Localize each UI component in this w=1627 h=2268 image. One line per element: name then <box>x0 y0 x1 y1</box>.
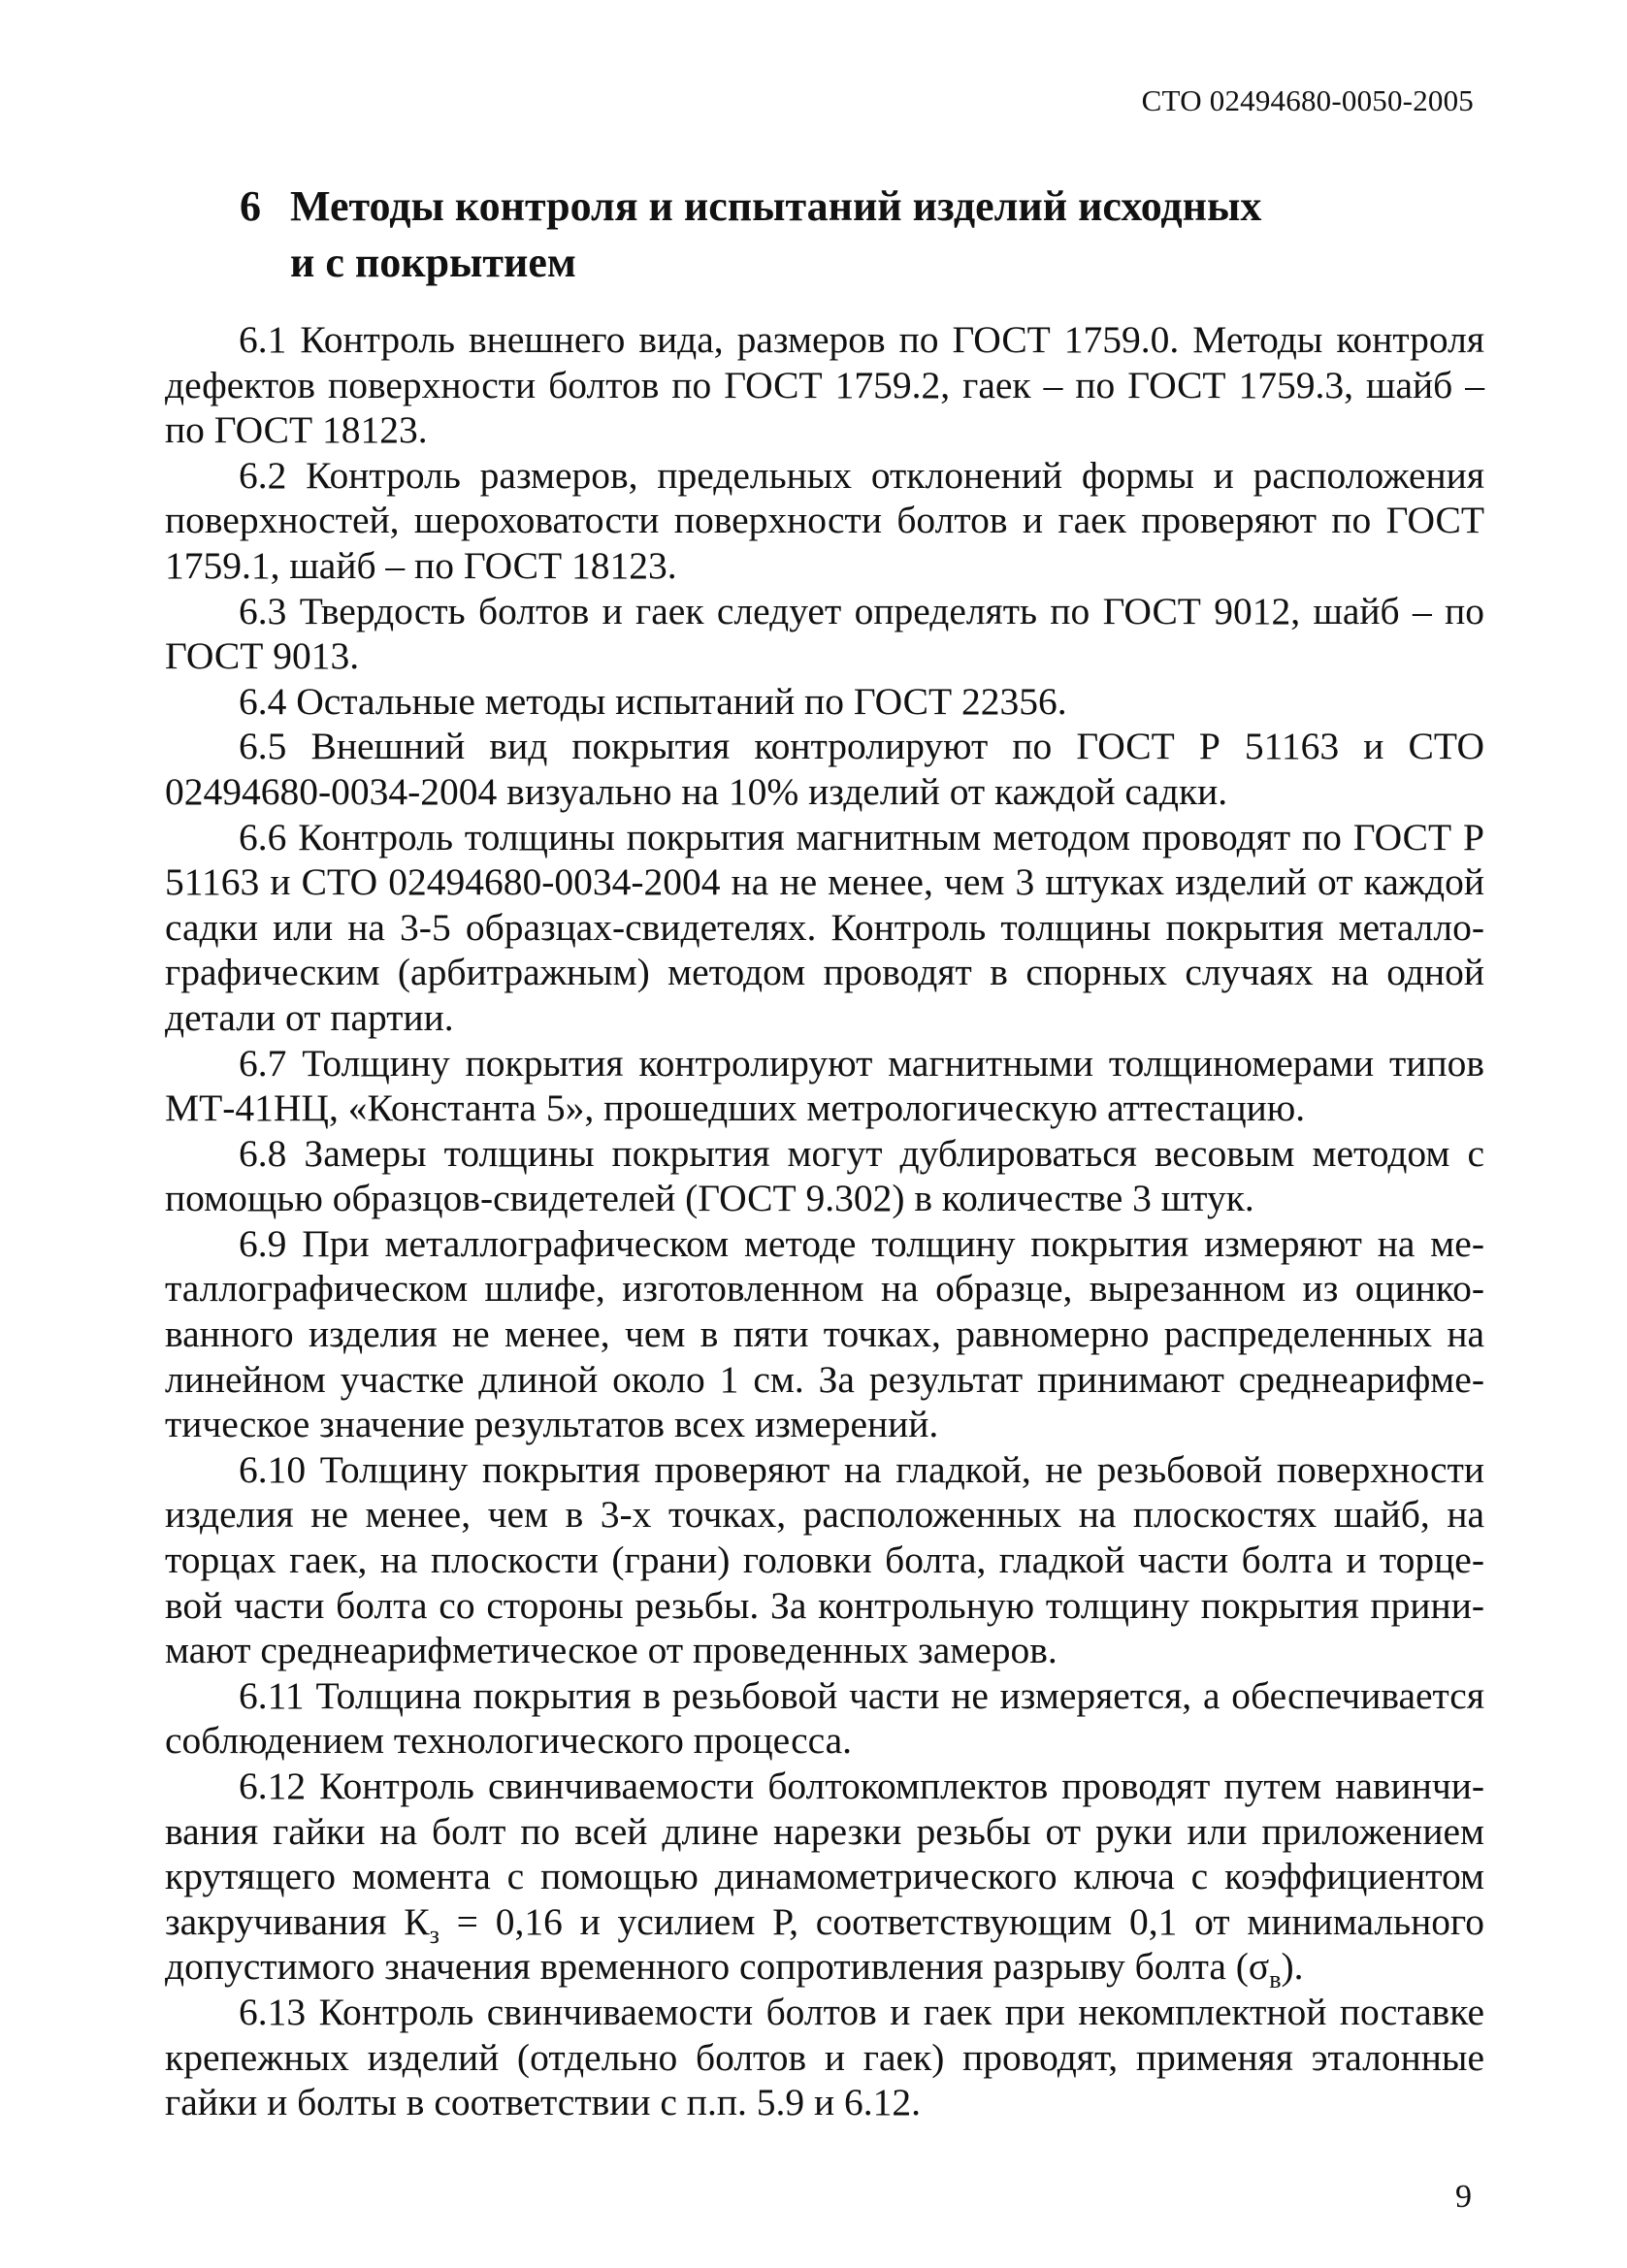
section-title-line1 <box>240 178 1404 235</box>
section-title <box>240 178 1404 291</box>
paragraph-6-12-part3: ). <box>1281 1945 1304 1989</box>
paragraph-6-12-part2: = 0,16 и усилием Р, соответствующим 0,1 от минимального допустимого значения временного сопротивления разрыву болта (σ <box>165 1899 1484 1989</box>
paragraph-6-12-part1: 6.12 Контроль свинчиваемости болтокомплектов проводят путем навинчивания гайки на болт по всей длине нарезки резьбы от руки или приложением крутящего момента с помощью динамометрического ключа с коэффициентом закручивания К <box>165 1765 1484 1943</box>
section-title-line2: и с покрытием <box>290 239 576 286</box>
paragraph-6-7: 6.7 Толщину покрытия контролируют магнитными толщиномерами типов МТ-41НЦ, «Константа 5», прошедших метрологическую аттестацию. <box>165 1041 1484 1130</box>
section-title-text-1: Методы контроля и испытаний изделий исходных <box>290 182 1262 230</box>
paragraph-6-2: 6.2 Контроль размеров, предельных отклонений формы и расположения поверхностей, шероховатости поверхности болтов и гаек проверяют по ГОСТ 1759.1, шайб – по ГОСТ 18123. <box>165 453 1484 587</box>
document-code: СТО 02494680-0050-2005 <box>1141 83 1474 117</box>
section-body <box>165 317 1484 2125</box>
paragraph-6-12 <box>165 1764 1484 1994</box>
paragraph-6-9: 6.9 При металлографическом методе толщину покрытия измеряют на металлографическом шлифе, изготовленном на образце, вырезанном из оцинкованного изделия не менее, чем в пяти точках, равномерно распределенных на линейном участке длиной около 1 см. За результат принимают среднеарифметическое значение результатов всех измерений. <box>165 1221 1484 1446</box>
paragraph-6-8: 6.8 Замеры толщины покрытия могут дублироваться весовым методом с помощью образцов-свидетелей (ГОСТ 9.302) в количестве 3 штук. <box>165 1131 1484 1220</box>
paragraph-6-3: 6.3 Твердость болтов и гаек следует определять по ГОСТ 9012, шайб – по ГОСТ 9013. <box>165 589 1484 678</box>
subscript-z: з <box>429 1920 439 1949</box>
paragraph-6-4: 6.4 Остальные методы испытаний по ГОСТ 22356. <box>239 679 1067 723</box>
paragraph-6-5: 6.5 Внешний вид покрытия контролируют по ГОСТ Р 51163 и СТО 02494680-0034-2004 визуально на 10% изделий от каждой садки. <box>165 725 1484 813</box>
section-number: 6 <box>240 182 261 230</box>
paragraph-6-1: 6.1 Контроль внешнего вида, размеров по ГОСТ 1759.0. Методы контроля дефектов поверхности болтов по ГОСТ 1759.2, гаек – по ГОСТ 1759.3, шайб – по ГОСТ 18123. <box>165 318 1484 452</box>
paragraph-6-6: 6.6 Контроль толщины покрытия магнитным методом проводят по ГОСТ Р 51163 и СТО 02494680-0034-2004 на не менее, чем 3 штуках изделий от каждой садки или на 3-5 образцах-свидетелях. Контроль толщины покрытия металлографическим (арбитражным) методом проводят в спорных случаях на одной детали от партии. <box>165 815 1484 1039</box>
paragraph-6-10: 6.10 Толщину покрытия проверяют на гладкой, не резьбовой поверхности изделия не менее, чем в 3-х точках, расположенных на плоскостях шайб, на торцах гаек, на плоскости (грани) головки болта, гладкой части болта и торцевой части болта со стороны резьбы. За контрольную толщину покрытия принимают среднеарифметическое от проведенных замеров. <box>165 1447 1484 1672</box>
subscript-v: в <box>1269 1965 1282 1994</box>
page-number: 9 <box>1455 2179 1472 2215</box>
paragraph-6-11: 6.11 Толщина покрытия в резьбовой части не измеряется, а обеспечивается соблюдением технологического процесса. <box>165 1673 1484 1763</box>
paragraph-6-13: 6.13 Контроль свинчиваемости болтов и гаек при некомплектной поставке крепежных изделий (отдельно болтов и гаек) проводят, применяя эталонные гайки и болты в соответствии с п.п. 5.9 и 6.12. <box>165 1990 1484 2124</box>
